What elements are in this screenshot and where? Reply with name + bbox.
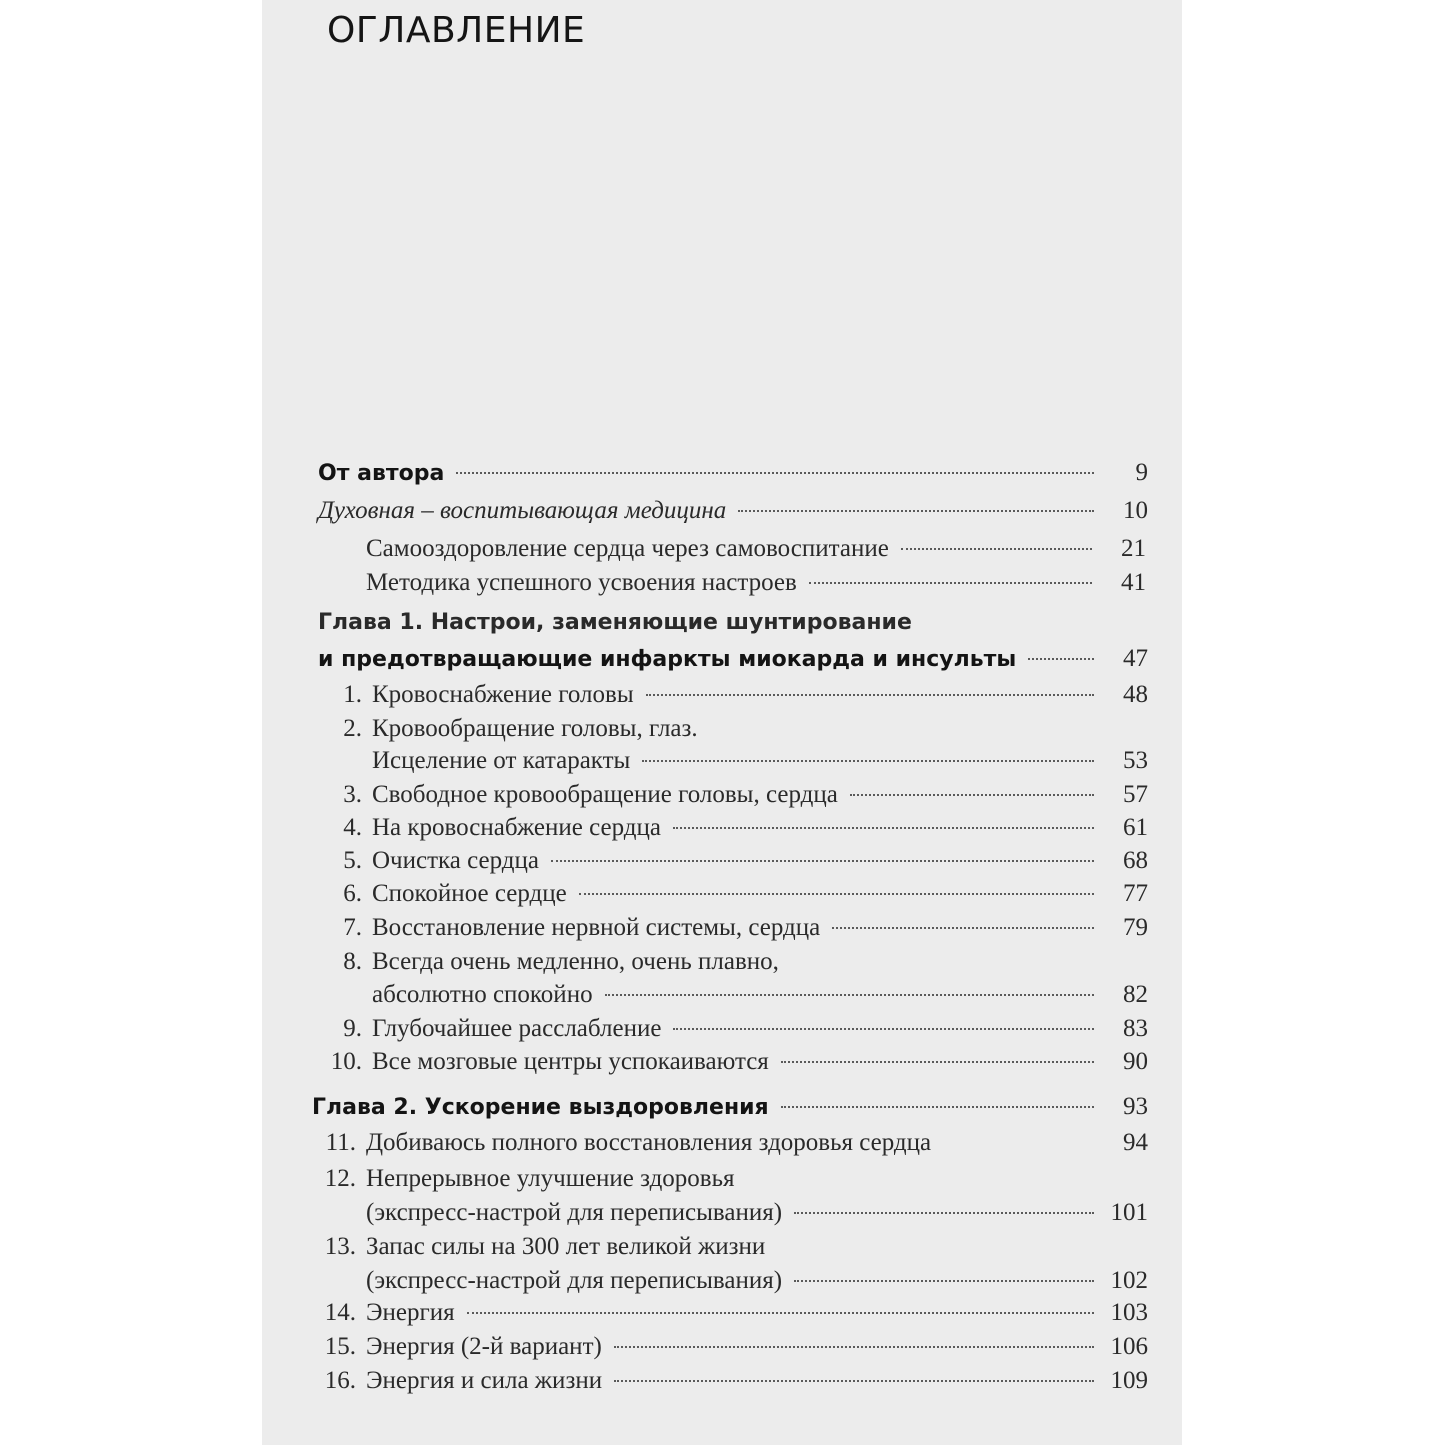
toc-entry-label: Методика успешного усвоения настроев	[366, 569, 797, 596]
leader-dots	[943, 1142, 1094, 1144]
toc-entry-16[interactable]	[312, 1366, 1148, 1400]
toc-page-number: 77	[1123, 880, 1148, 907]
toc-entry-number: 9.	[343, 1015, 362, 1042]
toc-entry-5[interactable]	[318, 846, 1148, 880]
toc-entry-number: 12.	[324, 1165, 356, 1192]
toc-page-number: 83	[1123, 1015, 1148, 1042]
toc-entry-label-line-1: Непрерывное улучшение здоровья	[366, 1165, 735, 1192]
toc-page-number: 48	[1123, 681, 1148, 708]
toc-entry-number: 14.	[324, 1299, 356, 1326]
toc-entry-6[interactable]	[318, 879, 1148, 913]
toc-entry-10[interactable]	[318, 1047, 1148, 1081]
toc-page-number: 94	[1123, 1129, 1148, 1156]
toc-entry-label: Все мозговые центры успокаиваются	[372, 1048, 769, 1075]
toc-entry-2[interactable]	[372, 746, 1148, 780]
leader-dots	[901, 548, 1092, 550]
toc-entry-label: Исцеление от катаракты	[372, 747, 631, 774]
toc-entry-number: 16.	[324, 1367, 356, 1394]
toc-entry-8-line-1[interactable]	[318, 947, 779, 977]
toc-page-number: 82	[1123, 981, 1148, 1008]
toc-entry-label: Глубочайшее расслабление	[372, 1015, 662, 1042]
toc-entry-number: 1.	[343, 681, 362, 708]
toc-entry-label-line-1: Всегда очень медленно, очень плавно,	[372, 948, 779, 975]
toc-entry-label: Энергия и сила жизни	[366, 1367, 603, 1394]
toc-entry-number: 4.	[343, 814, 362, 841]
toc-entry-13-line-1[interactable]	[312, 1232, 765, 1262]
toc-page-number: 21	[1121, 535, 1146, 562]
leader-dots	[551, 860, 1094, 862]
toc-entry-label: и предотвращающие инфаркты миокарда и инсульты	[318, 647, 1017, 672]
toc-page-number: 47	[1123, 645, 1148, 672]
toc-entry-label: Спокойное сердце	[372, 880, 567, 907]
toc-page-number: 57	[1123, 781, 1148, 808]
toc-entry-number: 7.	[343, 914, 362, 941]
toc-entry-label: Самооздоровление сердца через самовоспитание	[366, 535, 889, 562]
leader-dots	[738, 510, 1094, 512]
toc-page-number: 93	[1123, 1093, 1148, 1120]
toc-entry-number: 11.	[325, 1129, 356, 1156]
leader-dots	[614, 1380, 1094, 1382]
toc-entry-chapter-2[interactable]	[312, 1092, 1148, 1126]
toc-entry-label: абсолютно спокойно	[372, 981, 593, 1008]
toc-page-number: 106	[1110, 1333, 1148, 1360]
toc-entry-number: 10.	[330, 1048, 362, 1075]
leader-dots	[673, 1028, 1094, 1030]
toc-entry-12-line-1[interactable]	[312, 1164, 735, 1194]
leader-dots	[832, 927, 1094, 929]
leader-dots	[605, 994, 1094, 996]
toc-entry-14[interactable]	[312, 1298, 1148, 1332]
toc-entry-2-line-1[interactable]	[318, 714, 698, 744]
toc-entry-number: 15.	[324, 1333, 356, 1360]
toc-page-number: 101	[1110, 1199, 1148, 1226]
leader-dots	[614, 1346, 1094, 1348]
toc-entry-4[interactable]	[318, 813, 1148, 847]
toc-entry-12[interactable]	[366, 1198, 1148, 1232]
toc-entry-method[interactable]	[366, 568, 1146, 602]
leader-dots	[809, 582, 1092, 584]
toc-entry-13[interactable]	[366, 1266, 1148, 1300]
toc-entry-label: (экспресс-настрой для переписывания)	[366, 1267, 783, 1294]
toc-entry-number: 2.	[343, 715, 362, 742]
toc-entry-number: 8.	[343, 948, 362, 975]
toc-entry-11[interactable]	[312, 1128, 1148, 1162]
toc-entry-7[interactable]	[318, 913, 1148, 947]
toc-page-number: 61	[1123, 814, 1148, 841]
toc-page-number: 102	[1110, 1267, 1148, 1294]
toc-entry-label: Глава 2. Ускорение выздоровления	[312, 1095, 769, 1120]
toc-entry-9[interactable]	[318, 1014, 1148, 1048]
toc-entry-label-line-1: Запас силы на 300 лет великой жизни	[366, 1233, 766, 1260]
toc-entry-15[interactable]	[312, 1332, 1148, 1366]
leader-dots	[673, 827, 1094, 829]
toc-entry-3[interactable]	[318, 780, 1148, 814]
chapter-1-title-line-1[interactable]: Глава 1. Настрои, заменяющие шунтирование	[318, 610, 912, 635]
leader-dots	[781, 1106, 1094, 1108]
toc-entry-label: Очистка сердца	[372, 847, 540, 874]
toc-entry-label: (экспресс-настрой для переписывания)	[366, 1199, 783, 1226]
toc-entry-label: Добиваюсь полного восстановления здоровья сердца	[366, 1129, 932, 1156]
toc-entry-number: 13.	[324, 1233, 356, 1260]
toc-entry-label: Энергия	[366, 1299, 455, 1326]
leader-dots	[850, 794, 1094, 796]
toc-entry-number: 3.	[343, 781, 362, 808]
toc-page-number: 53	[1123, 747, 1148, 774]
leader-dots	[781, 1061, 1094, 1063]
toc-page-number: 68	[1123, 847, 1148, 874]
leader-dots	[646, 694, 1094, 696]
toc-entry-label: Энергия (2-й вариант)	[366, 1333, 602, 1360]
toc-page-number: 79	[1123, 914, 1148, 941]
toc-entry-spiritual-medicine[interactable]	[318, 496, 1148, 530]
toc-page-number: 103	[1110, 1299, 1148, 1326]
leader-dots	[642, 760, 1094, 762]
toc-entry-self-healing[interactable]	[366, 534, 1146, 568]
toc-entry-from-author[interactable]	[318, 458, 1148, 492]
toc-entry-1[interactable]	[318, 680, 1148, 714]
leader-dots	[794, 1280, 1094, 1282]
toc-entry-number: 5.	[343, 847, 362, 874]
toc-entry-label: От автора	[318, 461, 445, 486]
leader-dots	[467, 1312, 1094, 1314]
toc-page-number: 41	[1121, 569, 1146, 596]
leader-dots	[794, 1212, 1094, 1214]
toc-entry-label: Свободное кровообращение головы, сердца	[372, 781, 838, 808]
toc-entry-label: Духовная – воспитывающая медицина	[318, 497, 727, 524]
toc-page-number: 9	[1135, 459, 1148, 486]
toc-entry-label: На кровоснабжение сердца	[372, 814, 661, 841]
toc-entry-label: Восстановление нервной системы, сердца	[372, 914, 821, 941]
leader-dots	[1028, 658, 1094, 660]
toc-page-number: 109	[1110, 1367, 1148, 1394]
leader-dots	[456, 472, 1094, 474]
toc-entry-number: 6.	[343, 880, 362, 907]
leader-dots	[579, 893, 1094, 895]
toc-entry-chapter-1[interactable]	[318, 644, 1148, 678]
toc-page-number: 10	[1123, 497, 1148, 524]
page-title: ОГЛАВЛЕНИЕ	[327, 10, 586, 51]
toc-page-number: 90	[1123, 1048, 1148, 1075]
toc-entry-label-line-1: Кровообращение головы, глаз.	[372, 715, 698, 742]
toc-entry-8[interactable]	[372, 980, 1148, 1014]
toc-entry-label: Кровоснабжение головы	[372, 681, 634, 708]
